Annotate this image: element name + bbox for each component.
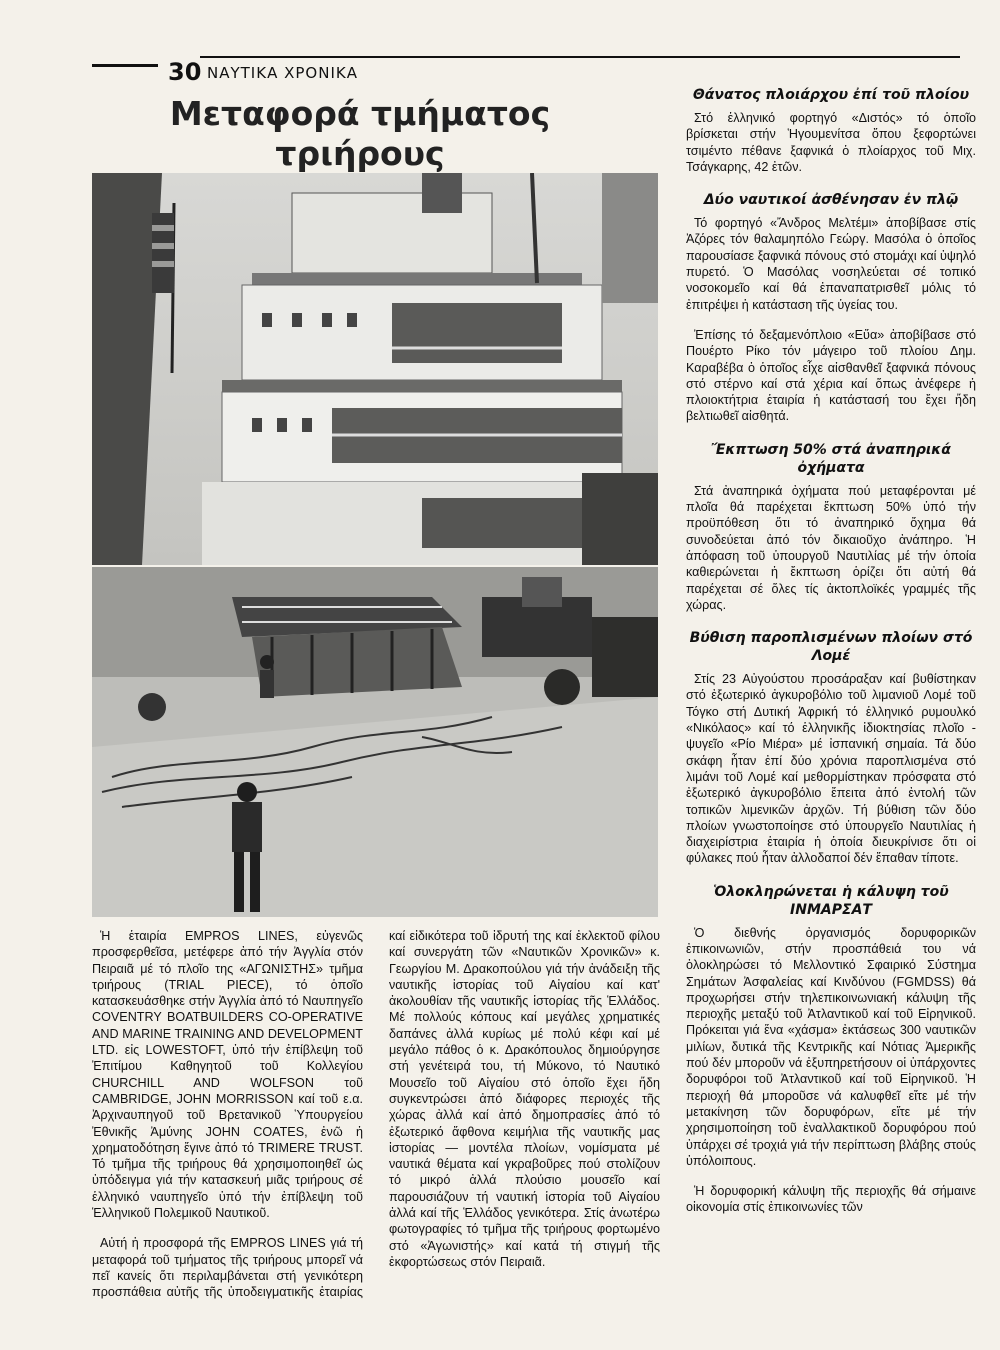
header-rule-right — [200, 56, 960, 58]
news-headline: Θάνατος πλοιάρχου ἐπί τοῦ πλοίου — [692, 87, 970, 103]
news-item-lome-sinking — [686, 629, 976, 867]
page-number: 30 — [168, 58, 202, 86]
news-headline: Ὁλοκληρώνεται ἡ κάλυψη τοῦ ΙΝΜΑΡΣΑΤ — [713, 883, 949, 918]
ship-superstructure-photo — [92, 173, 658, 565]
publication-name: ΝΑΥΤΙΚΑ ΧΡΟΝΙΚΑ — [207, 64, 358, 82]
main-article-paragraph: Ἡ ἑταιρία EMPROS LINES, εὐγενῶς προσφερθεῖσα, μετέφερε ἀπό τήν Ἀγγλία στόν Πειραιᾶ μέ τό πλοῖο της «ΑΓΩΝΙΣΤΗΣ» τμῆμα τριήρους (TRIAL PIECE), τό ὁποῖο κατασκευάσθηκε στήν Ἀγγλία ἀπό τό Ναυπηγεῖο COVENTRY BOATBUILDERS CO-OPERATIVE AND MARINE TRAINING AND DEVELOPMENT LTD. εἰς LOWESTOFT, ὑπό τήν ἐπίβλεψη τοῦ Ἐπιτίμου Καθηγητοῦ τοῦ Κολλεγίου CHURCHILL AND WOLFSON τοῦ CAMBRIDGE, JOHN MORRISSON καί τοῦ ε.α. Ἀρχιναυπηγοῦ τοῦ Βρετανικοῦ Ὑπουργείου Ἐθνικῆς Ἀμύνης JOHN COATES, ἐνῶ ἡ χρηματοδότηση ἔγινε ἀπό τό TRIMERE TRUST. Τό τμῆμα τῆς τριήρους θά χρησιμοποιηθεῖ ὡς ὑπόδειγμα γιά τήν κατασκευή μιᾶς τριήρους σέ ἑλληνικό ναυπηγεῖο ὑπό τήν ἐπίβλεψη τοῦ Ἑλληνικοῦ Πολεμικοῦ Ναυτικοῦ. — [92, 929, 363, 1221]
main-article-paragraph: Αὐτή ἡ προσφορά τῆς EMPROS LINES γιά τή μεταφορά τοῦ τμήματος τῆς τριήρους μπορεῖ νά πεῖ κανείς ὅτι περιλαμβάνεται στή γενικότερη προσπάθεια αὐτῆς τῆς ὑποδειγματικῆς ἑταιρίας καί εἰδικότερα τοῦ ἱδρυτή της καί ἐκλεκτοῦ φίλου καί συνεργάτη τῶν «Ναυτικῶν Χρονικῶν» κ. Γεωργίου Μ. Δρακοπούλου γιά τήν ἀνάδειξη τῆς ναυτικῆς ἱστορίας τοῦ Αἰγαίου καί κατ' ἀκολουθίαν τῆς ναυτικῆς ἱστορίας τῆς Ἑλλάδος. Μέ πολλούς κόπους καί μεγάλες χρηματικές δαπάνες ἀλλά κυρίως μέ πολύ κέφι καί μέ μεγάλο πάθος ὁ κ. Δρακόπουλος δημιούργησε στή γενέτειρά του, τή Μύκονο, τό Ναυτικό Μουσεῖο τοῦ Αἰγαίου στό ὁποῖο ἔχει ἤδη συγκεντρώσει ἀπό διάφορες περιοχές τῆς χώρας ἀλλά καί ἀπό δημοπρασίες ἀπό τό ἐξωτερικό ἄφθονα κειμήλια τῆς ναυτικῆς μας ἱστορίας — μοντέλα πλοίων, νομίσματα μέ ναυτικά θέματα καί γκραβοῦρες πού στολίζουν τό μικρό ἀλλά πλούσιο μουσεῖο καί παρουσιάζουν τή ναυτική ἱστορία τοῦ Αἰγαίου ἀλλά καί τῆς Ἑλλάδος γενικότερα. Στίς ἀνωτέρω φωτογραφίες τό τμῆμα τῆς τριήρους φορτωμένο στό «Ἀγωνιστής» καί κατά τή στιγμή τῆς ἐκφορτώσεως στόν Πειραιᾶ. — [92, 929, 660, 1300]
news-item-inmarsat — [686, 883, 976, 1216]
news-paragraph: Ἡ δορυφορική κάλυψη τῆς περιοχῆς θά σήμαινε οἰκονομία στίς ἐπικοινωνίες τῶν — [686, 1184, 976, 1215]
worker-figure-1 — [260, 655, 274, 698]
news-item-disabled-vehicles-discount — [686, 441, 976, 613]
headline-line-1: Μεταφορά τμήματος τριήρους — [169, 94, 551, 173]
news-paragraph: Στό ἑλληνικό φορτηγό «Διστός» τό ὁποῖο βρίσκεται στήν Ἡγουμενίτσα ὅπου ξεφορτώνει τσιμέντο πέθανε ξαφνικά ὁ πλοίαρχος τοῦ Μιχ. Τσάγκαρης, 42 ἐτῶν. — [686, 111, 976, 174]
main-article-body — [92, 928, 660, 1303]
news-paragraph: Ὁ διεθνής ὀργανισμός δορυφορικῶν ἐπικοινωνιῶν, στήν προσπάθειά του νά ὁλοκληρώσει τό Μελλοντικό Σφαιρικό Σύστημα Σημάτων Ἀσφαλείας καί Κινδύνου (FGMDSS) θά προχωρήσει στήν τηλεπικοινωνιακή κάλυψη τῆς περιοχῆς μεταξύ τοῦ Ἀτλαντικοῦ καί τοῦ Εἰρηνικοῦ. Πρόκειται γιά ἕνα «χάσμα» ἐκτάσεως 300 ναυτικῶν μιλίων, δυτικά τῆς Κεντρικῆς καί Νότιας Ἀμερικῆς πού δέν μποροῦν νά ἐξυπηρετήσουν οἱ ὑπάρχοντες δορυφόροι τοῦ Ἀτλαντικοῦ καί τοῦ Εἰρηνικοῦ. Ἡ περιοχή θά μποροῦσε νά καλυφθεῖ εἴτε μέ τήν μετακίνηση τῶν δορυφόρων, εἴτε μέ τήν χρησιμοποίηση τοῦ ἐναλλακτικοῦ δορυφόρου πού ὑπάρχει σέ τροχιά γιά τήν περίπτωση βλάβης στούς ὑπόλοιπους. — [686, 925, 976, 1168]
news-paragraph: Ἐπίσης τό δεξαμενόπλοιο «Εὔα» ἀποβίβασε στό Πουέρτο Ρίκο τόν μάγειρο τοῦ πλοίου Δημ. Καραβέβα ὁ ὁποῖος εἶχε αἰσθανθεῖ ξαφνικά πόνους στό στέρνο καί στά χέρια καί ὅπως ἀνέφερε ἡ πλοιοκτήτρια ἑταιρία ἡ κατάστασή του ἔχει ἤδη βελτιωθεῖ αἰσθητά. — [686, 327, 976, 424]
news-headline: Δύο ναυτικοί ἀσθένησαν ἐν πλῷ — [703, 192, 959, 209]
news-paragraph: Στά ἀναπηρικά ὀχήματα πού μεταφέρονται μέ πλοῖα θά παρέχεται ἔκπτωση 50% ὑπό τήν προϋπόθεση ὅτι τό ἀναπηρικό ὄχημα θά συνοδεύεται ἀπό τόν δικαιοῦχο ἀνάπηρο. Ἡ ἀπόφαση τοῦ ὑπουργοῦ Ναυτιλίας μέ τήν ὁποία καθιερώνεται ἡ ἔκπτωση ὁρίζει ὅτι αὐτή θά παρέχεται σέ ὅλες τίς ἀκτοπλοϊκές γραμμές τῆς χώρας. — [686, 483, 976, 612]
trireme-unloading-photo — [92, 567, 658, 917]
news-headline: Βύθιση παροπλισμένων πλοίων στό Λομέ — [689, 630, 973, 665]
news-item-captain-death — [686, 86, 976, 175]
news-headline: Ἔκπτωση 50% στά ἀναπηρικά ὀχήματα — [711, 441, 951, 476]
header-rule-left — [92, 64, 158, 67]
news-item-sick-sailors — [686, 191, 976, 425]
sidebar-news-column — [686, 86, 976, 1232]
news-paragraph: Στίς 23 Αὐγούστου προσάραξαν καί βυθίστηκαν στό ἐξωτερικό ἀγκυροβόλιο τοῦ λιμανιοῦ Λομέ τοῦ Τόγκο στή Δυτική Ἀφρική τό ἑλληνικό ρυμουλκό «Νικόλαος» καί τό ἑλληνικῆς ἰδιοκτησίας πλοῖο - ψυγεῖο «Ρίο Μιέρα» μέ ἰσπανική σημαία. Τά δύο σκάφη ἦταν ἐπί δύο χρόνια παροπλισμένα στό λιμάνι τοῦ Λομέ καί μεθορμίστηκαν πρόσφατα στό ἐξωτερικό ἀγκυροβόλιο ἔπειτα ἀπό ἐντολή τῶν τοπικῶν λιμενικῶν ἀρχῶν. Τή βύθιση τῶν δύο πλοίων γνωστοποίησε στό ὑπουργεῖο Ναυτιλίας ἡ διαχειρίστρια ἑταιρία ἡ ὁποία διευκρίνισε ὅτι οἱ φύλακες πού ἦταν ἀλλοδαποί δέν ἔπαθαν τίποτε. — [686, 672, 976, 866]
flag-icon — [152, 213, 174, 293]
news-paragraph: Τό φορτηγό «Ἄνδρος Μελτέμι» ἀποβίβασε στίς Ἀζόρες τόν θαλαμηπόλο Γεώργ. Μασόλα ὁ ὁποῖος παρουσίασε ξαφνικά πόνους στό στομάχι καί ὑψηλό πυρετό. Ὁ Μασόλας νοσηλεύεται σέ τοπικό νοσοκομεῖο καί θά ἐπαναπατρισθεῖ μόλις τό ἐπιτρέψει ἡ κατάσταση τῆς ὑγείας του. — [686, 216, 976, 312]
